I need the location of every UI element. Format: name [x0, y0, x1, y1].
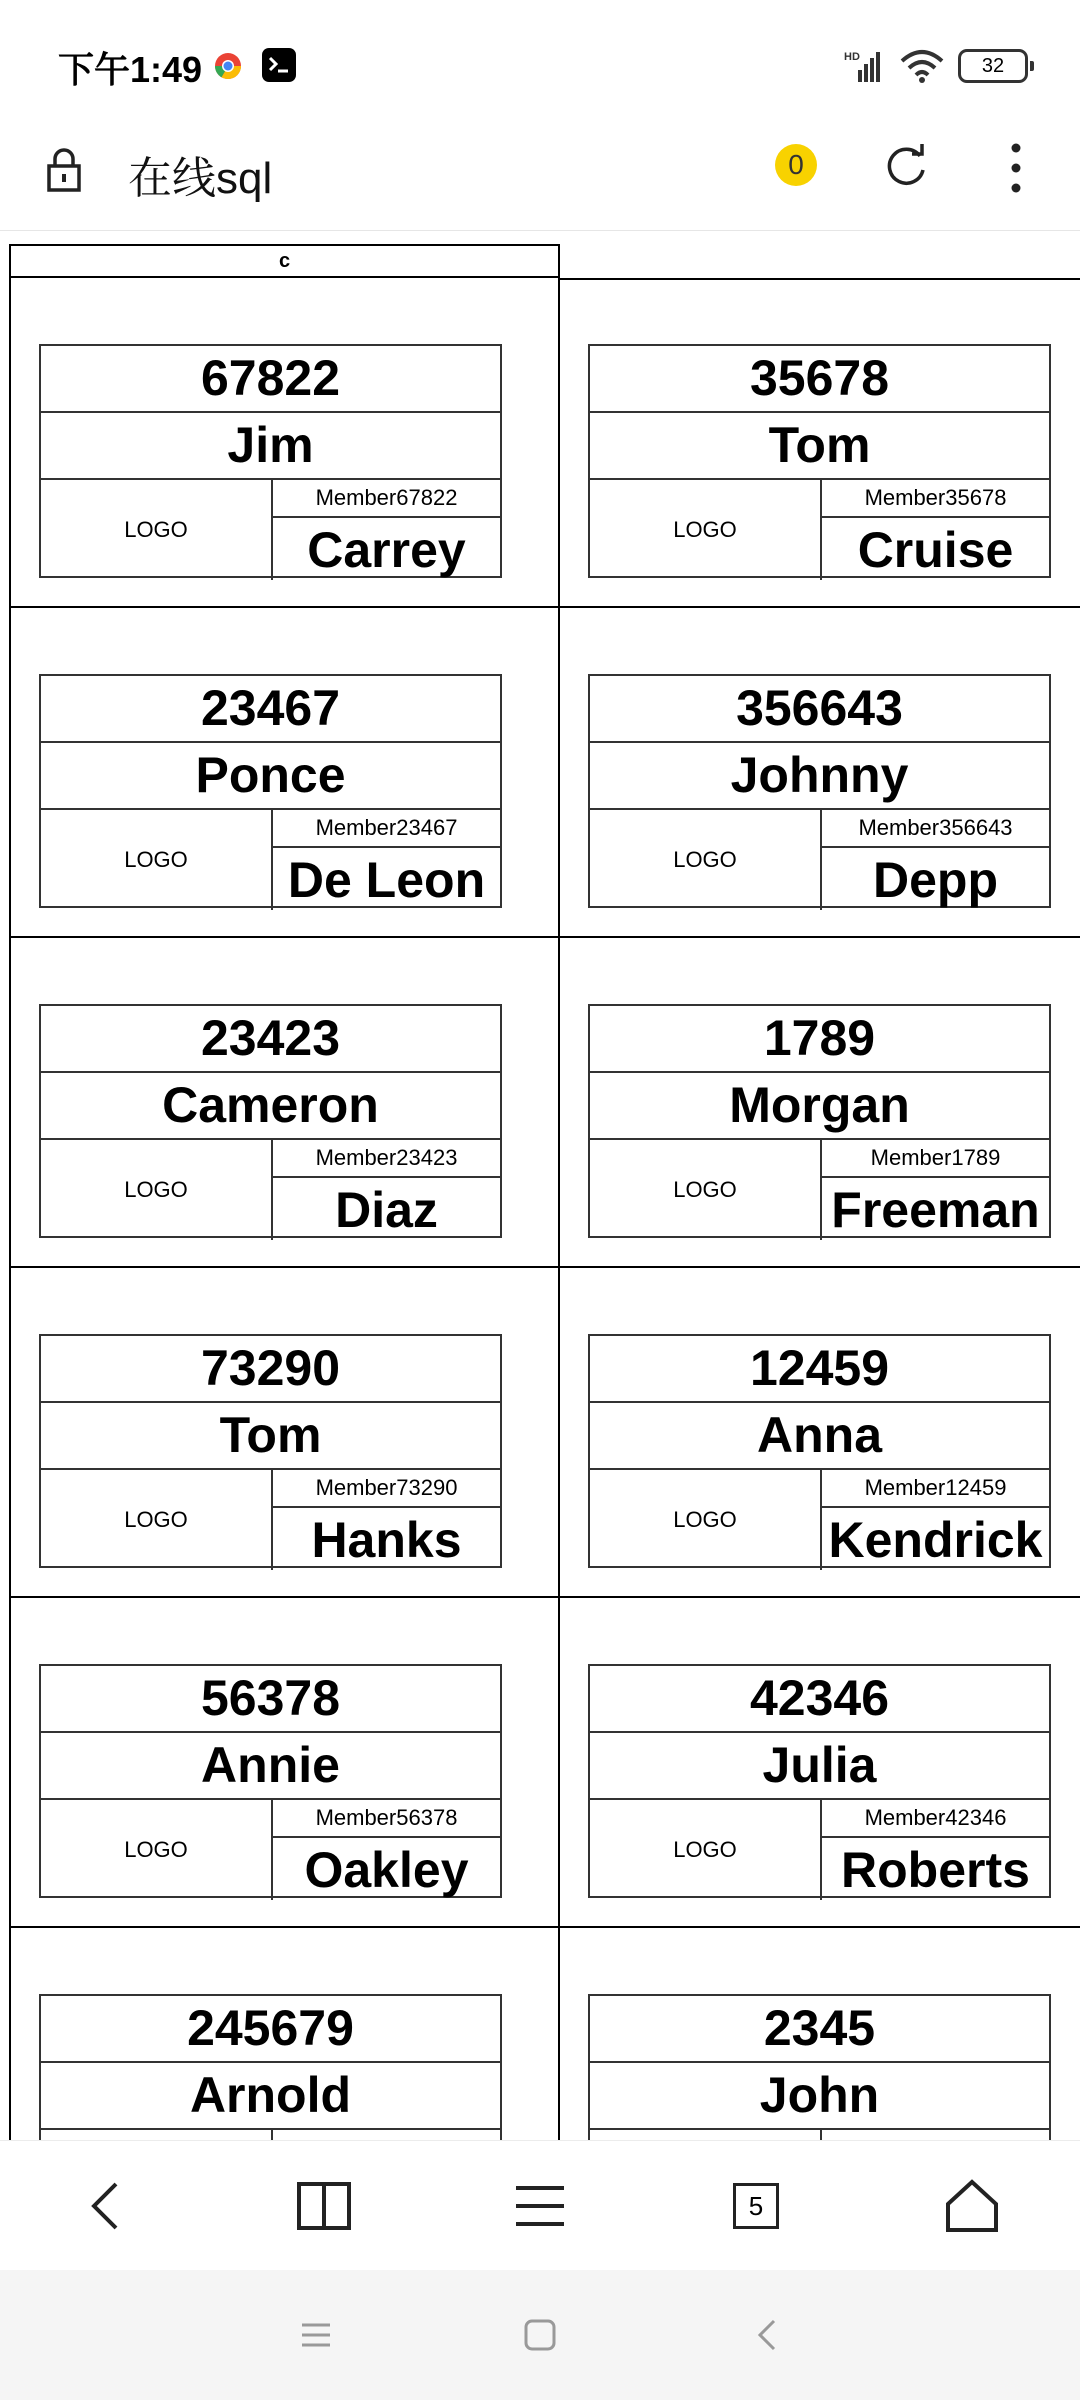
card-first-name: Arnold — [41, 2063, 500, 2130]
tab-badge[interactable]: 0 — [775, 144, 817, 186]
reader-icon[interactable] — [294, 2176, 354, 2236]
card-right — [273, 1140, 500, 1240]
card-last-name: Diaz — [335, 1182, 438, 1238]
card-right — [822, 810, 1049, 910]
card-first-name: Ponce — [41, 743, 500, 810]
card-right — [822, 2130, 1049, 2140]
card-logo — [590, 2130, 822, 2140]
wifi-icon — [900, 49, 944, 83]
table-cell — [560, 278, 1080, 608]
card-right — [822, 1800, 1049, 1900]
card-logo: LOGO — [590, 810, 822, 910]
card-logo: LOGO — [41, 810, 273, 910]
battery-indicator: 32 — [958, 49, 1028, 83]
card-first-name: Tom — [41, 1403, 500, 1470]
card-bottom-row — [590, 1800, 1049, 1900]
table-cell — [560, 608, 1080, 938]
card-last-name: Hanks — [311, 1512, 462, 1568]
card-last-name: Freeman — [831, 1182, 1040, 1238]
home-icon[interactable] — [942, 2176, 1002, 2236]
card-member-label: Member23467 — [273, 810, 500, 848]
card-first-name: Tom — [590, 413, 1049, 480]
card-first-name: Anna — [590, 1403, 1049, 1470]
status-bar — [0, 0, 1080, 130]
card-id: 56378 — [41, 1666, 500, 1733]
recents-icon[interactable] — [296, 2315, 336, 2355]
member-card — [588, 1004, 1051, 1238]
card-right — [273, 480, 500, 580]
card-member-label: Member23423 — [273, 1140, 500, 1178]
card-bottom-row — [41, 1800, 500, 1900]
table-cell — [9, 278, 560, 608]
card-member-label: Member12459 — [822, 1470, 1049, 1508]
card-logo: LOGO — [41, 1140, 273, 1240]
card-id: 245679 — [41, 1996, 500, 2063]
card-id: 67822 — [41, 346, 500, 413]
address-bar — [0, 130, 1080, 231]
card-id: 23467 — [41, 676, 500, 743]
card-id: 12459 — [590, 1336, 1049, 1403]
card-last-name: Cruise — [857, 522, 1014, 578]
system-nav-bar — [0, 2270, 1080, 2400]
card-member-label — [822, 2130, 1049, 2140]
network-label: HD — [844, 51, 860, 63]
card-logo: LOGO — [590, 1470, 822, 1570]
web-content — [0, 230, 1080, 2140]
card-member-label: Member73290 — [273, 1470, 500, 1508]
card-logo: LOGO — [41, 480, 273, 580]
card-id: 35678 — [590, 346, 1049, 413]
table-cell — [9, 1598, 560, 1928]
tabs-button[interactable]: 5 — [733, 2183, 779, 2229]
table-cell — [560, 1928, 1080, 2140]
card-bottom-row — [590, 1470, 1049, 1570]
card-last-name: Depp — [873, 852, 998, 908]
terminal-icon — [262, 48, 296, 82]
card-right — [822, 480, 1049, 580]
card-right — [822, 1140, 1049, 1240]
card-right — [822, 1470, 1049, 1570]
more-menu-icon[interactable] — [1000, 140, 1032, 196]
member-card — [588, 674, 1051, 908]
card-logo: LOGO — [590, 480, 822, 580]
table-cell — [560, 938, 1080, 1268]
table-cell — [9, 938, 560, 1268]
card-first-name: Annie — [41, 1733, 500, 1800]
card-logo: LOGO — [41, 1800, 273, 1900]
member-card — [39, 344, 502, 578]
card-bottom-row — [41, 480, 500, 580]
card-member-label: Member35678 — [822, 480, 1049, 518]
card-member-label: Member56378 — [273, 1800, 500, 1838]
page-title[interactable]: 在线sql — [128, 154, 273, 203]
card-last-name: Oakley — [304, 1842, 469, 1898]
status-time: 下午1:49 — [58, 49, 203, 90]
card-bottom-row — [590, 810, 1049, 910]
card-bottom-row — [41, 810, 500, 910]
card-logo: LOGO — [590, 1800, 822, 1900]
card-first-name: Cameron — [41, 1073, 500, 1140]
member-card — [39, 1004, 502, 1238]
member-card — [588, 1664, 1051, 1898]
card-last-name: Carrey — [307, 522, 466, 578]
signal-icon — [844, 48, 886, 84]
card-bottom-row — [590, 1140, 1049, 1240]
card-last-name: De Leon — [287, 852, 486, 908]
menu-lines-icon[interactable] — [510, 2176, 570, 2236]
card-right — [273, 1800, 500, 1900]
card-logo: LOGO — [590, 1140, 822, 1240]
card-last-name: Kendrick — [828, 1512, 1043, 1568]
card-id: 73290 — [41, 1336, 500, 1403]
member-card — [39, 674, 502, 908]
card-first-name: Jim — [41, 413, 500, 480]
status-icons — [844, 44, 1028, 88]
table-cell — [9, 1268, 560, 1598]
reload-icon[interactable] — [880, 140, 932, 192]
back-nav-icon[interactable] — [748, 2315, 788, 2355]
card-id: 2345 — [590, 1996, 1049, 2063]
member-card — [39, 1994, 502, 2140]
card-bottom-row — [590, 480, 1049, 580]
chrome-icon — [214, 52, 242, 80]
table-cell — [560, 1598, 1080, 1928]
card-id: 23423 — [41, 1006, 500, 1073]
table-cell — [9, 608, 560, 938]
table-cell — [9, 1928, 560, 2140]
back-icon[interactable] — [78, 2176, 138, 2236]
card-first-name: Morgan — [590, 1073, 1049, 1140]
member-card — [39, 1334, 502, 1568]
member-card — [588, 1994, 1051, 2140]
card-logo — [41, 2130, 273, 2140]
card-member-label: Member356643 — [822, 810, 1049, 848]
card-right — [273, 1470, 500, 1570]
card-bottom-row — [590, 2130, 1049, 2140]
member-card — [39, 1664, 502, 1898]
card-bottom-row — [41, 2130, 500, 2140]
card-id: 356643 — [590, 676, 1049, 743]
column-header: c — [9, 244, 560, 278]
card-bottom-row — [41, 1140, 500, 1240]
card-member-label: Member67822 — [273, 480, 500, 518]
card-logo: LOGO — [41, 1470, 273, 1570]
card-member-label: Member1789 — [822, 1140, 1049, 1178]
card-bottom-row — [41, 1470, 500, 1570]
lock-icon[interactable] — [44, 144, 84, 194]
card-last-name: Roberts — [841, 1842, 1030, 1898]
card-member-label — [273, 2130, 500, 2140]
home-nav-icon[interactable] — [520, 2315, 560, 2355]
card-first-name: John — [590, 2063, 1049, 2130]
card-first-name: Julia — [590, 1733, 1049, 1800]
card-member-label: Member42346 — [822, 1800, 1049, 1838]
member-card — [588, 344, 1051, 578]
table-cell — [560, 1268, 1080, 1598]
member-card — [588, 1334, 1051, 1568]
card-right — [273, 2130, 500, 2140]
card-right — [273, 810, 500, 910]
card-id: 42346 — [590, 1666, 1049, 1733]
card-id: 1789 — [590, 1006, 1049, 1073]
browser-toolbar — [0, 2140, 1080, 2271]
card-first-name: Johnny — [590, 743, 1049, 810]
